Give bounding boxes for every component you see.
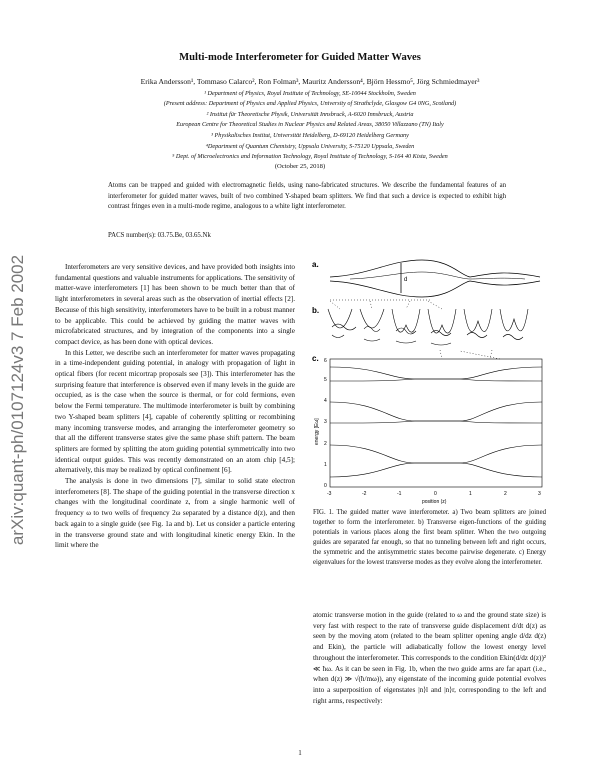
y-tick: 6 — [324, 358, 327, 364]
affiliation: ² Institut für Theoretische Physik, Universität Innsbruck, A-6020 Innsbruck, Austria — [206, 111, 414, 118]
affiliation: ⁴Department of Quantum Chemistry, Uppsala University, S-75120 Uppsala, Sweden — [205, 143, 415, 150]
wavefunction-panel — [328, 309, 528, 345]
panel-label: b. — [312, 306, 320, 315]
x-tick-labels — [327, 491, 541, 497]
d-label: d — [404, 277, 408, 283]
affiliation: ¹ Department of Physics, Royal Institute of Technology, SE-10044 Stockholm, Sweden — [204, 90, 416, 97]
figure-caption: FIG. 1. The guided matter wave interferometer. a) Two beam splitters are joined together to form the interferometer. b) Transverse eigen-functions of the guiding potentials in various places along the first beam splitter. When the two outgoing guides are separated far enough, so that no tunneling between left and right occurs, the symmetric and the antisymmetric states become pairwise degenerate. c) Energy eigenvalues for the lowest transverse modes as they evolve along the interferometer. — [313, 509, 546, 566]
affiliation: (Present address: Department of Physics and Applied Physics, University of Strathclyde, Glasgow G4 0NG, Scotland) — [163, 100, 457, 107]
x-axis-label: position (z) — [422, 499, 447, 505]
x-tick: 2 — [504, 491, 507, 497]
figure-1 — [310, 255, 550, 505]
y-tick: 5 — [324, 377, 327, 383]
date-line: (October 25, 2018) — [274, 163, 326, 170]
guide-curve — [330, 260, 540, 277]
paragraph: atomic transverse motion in the guide (related to ω and the ground state size) is very fast with respect to the rate of transverse guide displacement d/dt d(z) as seen by the moving atom (related to the beam splitter opening angle d/dz d(z) and Ekin), the particle will adiabatically follow the lowest energy level throughout the interferometer. This corresponds to the condition Ekin(d/dz d(z))² ≪ ħω. As it can be seen in Fig. 1b, when the two guide arms are far apart (i.e., when d(z) ≫ √(ħ/mω)), any eigenstate of the incoming guide potential evolves into a superposition of eigenstates |n⟩l and |n⟩r, corresponding to the left and right arms, respectively: — [313, 611, 546, 705]
x-tick: 3 — [538, 491, 541, 497]
affiliation: ³ Physikalisches Institut, Universität Heidelberg, D-69120 Heidelberg Germany — [211, 132, 409, 139]
x-tick: 0 — [434, 491, 437, 497]
figure-svg — [310, 255, 550, 505]
x-tick: 1 — [469, 491, 472, 497]
left-column — [55, 262, 295, 551]
dotted-connector — [460, 351, 500, 359]
author-list: Erika Andersson¹, Tommaso Calarco², Ron Folman³, Mauritz Andersson⁴, Björn Hessmo⁵, Jörg Schmiedmayer³ — [140, 77, 480, 86]
arxiv-stamp: arXiv:quant-ph/0107124v3 7 Feb 2002 — [8, 254, 27, 546]
y-tick: 4 — [324, 398, 327, 404]
page-number: 1 — [298, 749, 302, 757]
pacs-numbers: PACS number(s): 03.75.Be, 03.65.Nk — [108, 232, 211, 239]
dotted-connector — [330, 301, 492, 359]
affiliation: ⁵ Dept. of Microelectronics and Information Technology, Royal Institute of Technology, S-164 40 Kista, Sweden — [172, 153, 448, 160]
right-column — [313, 610, 546, 706]
x-tick: -1 — [397, 491, 402, 497]
y-tick: 1 — [324, 462, 327, 468]
panel-label: a. — [312, 260, 319, 269]
paragraph: The analysis is done in two dimensions [7], similar to solid state electron interferometers [8]. The shape of the guiding potential in the transverse direction x changes with the longitudinal coordinate z, from a single harmonic well of frequency ω to two wells of frequency 2ω separated by a distance d(z), and then back again to a single guide (see Fig. 1a and b). Let us consider a particle entering in the transverse ground state and with longitudinal kinetic energy Ekin. In the limit where the — [55, 477, 295, 550]
y-tick: 3 — [324, 419, 327, 425]
paper-title: Multi-mode Interferometer for Guided Matter Waves — [179, 52, 421, 63]
y-tick-labels — [324, 358, 327, 489]
x-tick: -2 — [362, 491, 367, 497]
abstract: Atoms can be trapped and guided with electromagnetic fields, using nano-fabricated structures. We describe the fundamental features of an interferometer for guided matter waves, built of two combined Y-shaped beam splitters. We find that such a device is expected to exhibit high contrast fringes even in a multi-mode regime, analogous to a white light interferometer. — [108, 182, 506, 211]
y-tick: 0 — [324, 483, 327, 489]
x-tick: -3 — [327, 491, 332, 497]
panel-label: c. — [312, 354, 319, 363]
energy-curves — [330, 367, 542, 477]
y-axis-label: energy [Eω] — [314, 418, 320, 445]
affiliation: European Centre for Theoretical Studies in Nuclear Physics and Related Areas, 38050 Villazzano (TN) Italy — [176, 121, 444, 128]
paragraph: Interferometers are very sensitive devices, and have provided both insights into fundamental questions and valuable instruments for applications. The sensitivity of matter-wave interferometers [1] has been shown to be much better than that of light interferometers in several areas such as the observation of inertial effects [2]. Because of this high sensitivity, interferometers have to be built in a robust manner to be applicable. This could be achieved by guiding the matter waves with microfabricated structures, and by integration of the components into a single compact device, as has been done with optical devices. — [55, 263, 295, 346]
paragraph: In this Letter, we describe such an interferometer for matter waves propagating in a time-independent guiding potential, in analogy with propagation of light in optical fibers (for recent micortrap proposals see [3]). This interferometer has the surprising feature that interference is observed even if many levels in the guide are occupied, as is the case when the source is thermal, or for cold fermions, even below the Fermi temperature. The multimode interferometer is built by combining two Y-shaped beam splitters [4], capable of coherently splitting or recombining many incoming transverse modes, and arranging the interferometer geometry so that all the different transverse states give the same phase shift pattern. The beam splitters are formed by splitting the atom guiding potential symmetrically into two identical output guides. This was recently demonstrated on an atom chip [4,5]; alternatively, this may be realized by optical confinement [6]. — [55, 348, 295, 475]
guide-curve — [330, 281, 540, 297]
y-tick: 2 — [324, 441, 327, 447]
